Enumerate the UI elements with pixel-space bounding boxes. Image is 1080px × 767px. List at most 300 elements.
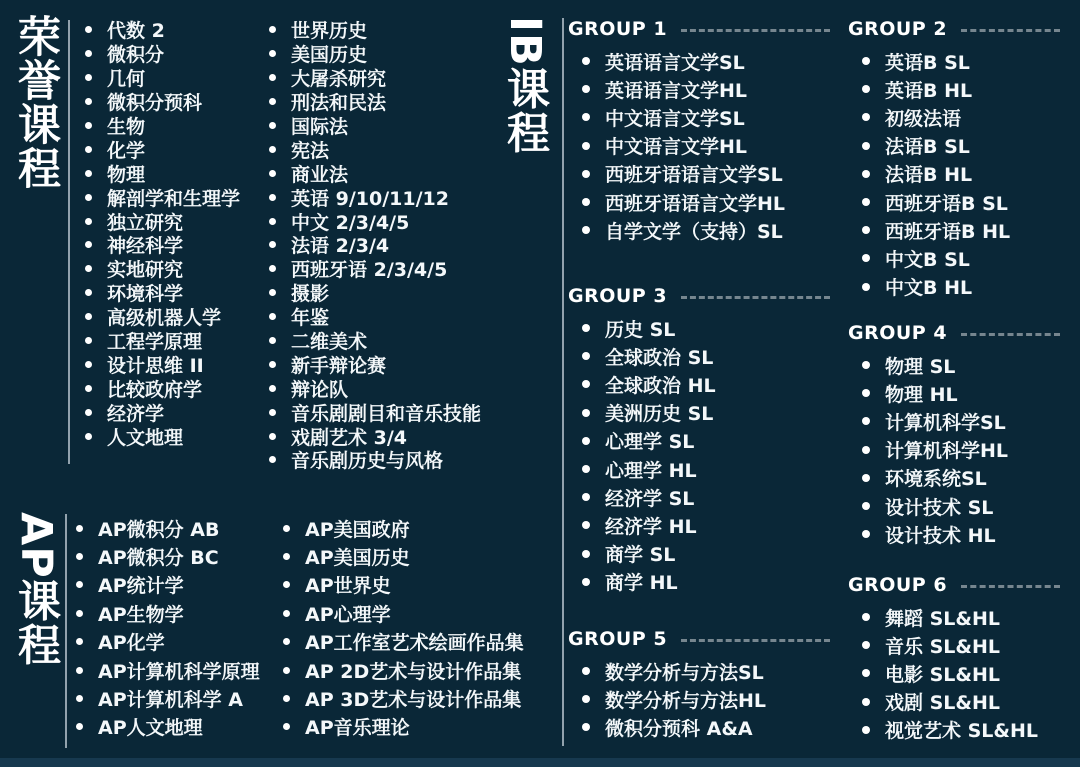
course-list-item: [269, 329, 481, 353]
course-label: 商业法: [291, 163, 349, 186]
course-list-item: [862, 75, 1062, 103]
course-list-item: [862, 520, 1062, 548]
course-label: 自学文学（支持）SL: [605, 220, 783, 243]
ib-group-5-label: GROUP 5: [568, 628, 668, 650]
bullet-icon: [85, 122, 92, 129]
bullet-icon: [85, 170, 92, 177]
bullet-icon: [582, 723, 590, 731]
ib-group-2: [848, 18, 1062, 301]
course-label: 代数 2: [107, 20, 165, 43]
bullet-icon: [269, 313, 276, 320]
course-label: 设计思维 II: [107, 354, 204, 377]
course-label: 西班牙语语言文学SL: [605, 164, 783, 187]
bullet-icon: [85, 74, 92, 81]
bullet-icon: [85, 50, 92, 57]
course-list-item: [76, 599, 260, 627]
course-label: 法语 2/3/4: [291, 235, 390, 258]
course-list-item: [862, 716, 1062, 744]
bullet-icon: [269, 241, 276, 248]
bullet-icon: [269, 433, 276, 440]
course-label: 视觉艺术 SL&HL: [885, 720, 1038, 743]
honors-section-title: 荣誉课程: [11, 14, 61, 190]
course-label: AP 2D艺术与设计作品集: [305, 660, 522, 683]
course-list-item: [862, 407, 1062, 435]
course-list-item: [269, 281, 481, 305]
course-list-item: [85, 18, 240, 42]
bullet-icon: [283, 525, 290, 532]
bullet-icon: [582, 198, 590, 206]
course-list-item: [85, 114, 240, 138]
bullet-icon: [862, 474, 870, 482]
course-list-item: [582, 216, 832, 244]
course-label: 商学 HL: [605, 572, 678, 595]
bullet-icon: [862, 283, 870, 291]
course-list-item: [283, 628, 524, 656]
bullet-icon: [582, 142, 590, 150]
course-label: 戏剧 SL&HL: [885, 692, 1000, 715]
bullet-icon: [283, 638, 290, 645]
course-label: 物理: [107, 163, 146, 186]
dashed-rule: [961, 585, 1060, 588]
bullet-icon: [76, 667, 83, 674]
ib-group-5-list: [568, 657, 832, 742]
course-list-item: [283, 599, 524, 627]
course-label: 心理学 HL: [605, 459, 697, 482]
honors-course-list-col2: [269, 18, 481, 472]
course-list-item: [85, 400, 240, 424]
course-label: 历史 SL: [605, 318, 676, 341]
bullet-icon: [862, 641, 870, 649]
course-label: 音乐剧剧目和音乐技能: [291, 402, 482, 425]
course-label: 年鉴: [291, 307, 330, 330]
bullet-icon: [85, 218, 92, 225]
course-list-item: [85, 233, 240, 257]
course-list-item: [85, 209, 240, 233]
course-list-item: [862, 103, 1062, 131]
course-list-item: [269, 18, 481, 42]
course-label: 商学 SL: [605, 544, 676, 567]
course-list-item: [862, 659, 1062, 687]
course-label: 心理学 SL: [605, 431, 695, 454]
course-list-item: [862, 160, 1062, 188]
course-label: 初级法语: [885, 107, 962, 130]
course-label: 微积分: [107, 44, 165, 67]
bullet-icon: [269, 409, 276, 416]
bullet-icon: [862, 113, 870, 121]
course-list-item: [862, 688, 1062, 716]
course-label: 戏剧艺术 3/4: [291, 426, 407, 449]
bullet-icon: [582, 226, 590, 234]
bullet-icon: [85, 409, 92, 416]
ib-group-3: [568, 285, 832, 596]
bullet-icon: [85, 385, 92, 392]
course-label: 西班牙语 2/3/4/5: [291, 259, 448, 282]
bullet-icon: [862, 613, 870, 621]
course-label: 大屠杀研究: [291, 68, 387, 91]
ib-group-6-label: GROUP 6: [848, 574, 948, 596]
bullet-icon: [582, 493, 590, 501]
course-label: AP美国历史: [305, 547, 410, 570]
ib-group-6: [848, 574, 1062, 744]
course-label: 数学分析与方法HL: [605, 689, 767, 712]
bullet-icon: [85, 361, 92, 368]
bullet-icon: [582, 578, 590, 586]
course-label: AP人文地理: [98, 717, 203, 740]
course-list-item: [269, 42, 481, 66]
course-label: 美国历史: [291, 44, 368, 67]
course-label: 独立研究: [107, 211, 184, 234]
bullet-icon: [283, 695, 290, 702]
course-list-item: [582, 103, 832, 131]
course-list-item: [582, 540, 832, 568]
ap-divider: [65, 514, 67, 748]
course-label: 设计技术 HL: [885, 524, 996, 547]
course-list-item: [862, 631, 1062, 659]
course-label: AP 3D艺术与设计作品集: [305, 689, 522, 712]
bullet-icon: [862, 57, 870, 65]
course-list-item: [582, 657, 832, 685]
course-label: AP音乐理论: [305, 717, 410, 740]
ib-group-3-label: GROUP 3: [568, 285, 668, 307]
course-label: 计算机科学SL: [885, 411, 1006, 434]
course-label: 神经科学: [107, 235, 184, 258]
course-label: 西班牙语B HL: [885, 220, 1011, 243]
course-label: 环境系统SL: [885, 468, 987, 491]
course-label: 人文地理: [107, 426, 184, 449]
bullet-icon: [85, 98, 92, 105]
course-list-item: [269, 90, 481, 114]
bullet-icon: [582, 667, 590, 675]
course-list-item: [862, 47, 1062, 75]
bullet-icon: [582, 521, 590, 529]
bullet-icon: [269, 337, 276, 344]
course-label: 美洲历史 SL: [605, 403, 714, 426]
course-label: 电影 SL&HL: [885, 663, 1000, 686]
course-label: 音乐剧历史与风格: [291, 450, 444, 473]
course-label: AP工作室艺术绘画作品集: [305, 632, 524, 655]
bullet-icon: [85, 194, 92, 201]
course-list-item: [269, 448, 481, 472]
course-list-item: [582, 455, 832, 483]
course-list-item: [582, 399, 832, 427]
course-label: 经济学 HL: [605, 515, 697, 538]
course-list-item: [269, 305, 481, 329]
bullet-icon: [862, 254, 870, 262]
bullet-icon: [862, 669, 870, 677]
ap-course-list-col1: [76, 514, 260, 741]
course-list-item: [283, 713, 524, 741]
ib-group-5: [568, 628, 832, 742]
bullet-icon: [85, 26, 92, 33]
course-list-item: [862, 351, 1062, 379]
course-label: 数学分析与方法SL: [605, 661, 764, 684]
course-list-item: [269, 424, 481, 448]
bullet-icon: [283, 723, 290, 730]
course-list-item: [862, 492, 1062, 520]
course-label: 微积分预科 A&A: [605, 717, 753, 740]
course-list-item: [85, 42, 240, 66]
bullet-icon: [862, 502, 870, 510]
course-list-item: [582, 47, 832, 75]
dashed-rule: [681, 296, 830, 299]
course-list-item: [862, 244, 1062, 272]
ib-group-4-label: GROUP 4: [848, 322, 948, 344]
course-list-item: [269, 66, 481, 90]
course-list-item: [582, 713, 832, 741]
bullet-icon: [85, 265, 92, 272]
course-label: AP计算机科学原理: [98, 660, 260, 683]
course-label: 西班牙语语言文学HL: [605, 192, 786, 215]
bullet-icon: [85, 433, 92, 440]
bullet-icon: [76, 553, 83, 560]
bullet-icon: [283, 667, 290, 674]
course-label: 计算机科学HL: [885, 440, 1009, 463]
course-label: 比较政府学: [107, 378, 203, 401]
bullet-icon: [862, 170, 870, 178]
course-label: AP世界史: [305, 575, 391, 598]
bullet-icon: [582, 170, 590, 178]
course-label: 环境科学: [107, 283, 184, 306]
course-list-item: [85, 305, 240, 329]
bullet-icon: [76, 638, 83, 645]
bullet-icon: [85, 313, 92, 320]
course-label: 物理 SL: [885, 355, 956, 378]
ib-group-6-header: [848, 574, 1062, 596]
bullet-icon: [85, 289, 92, 296]
course-list-item: [85, 66, 240, 90]
course-list-item: [269, 161, 481, 185]
bullet-icon: [76, 581, 83, 588]
bullet-icon: [283, 610, 290, 617]
course-label: 几何: [107, 68, 146, 91]
course-label: 二维美术: [291, 331, 368, 354]
course-label: 法语B HL: [885, 164, 973, 187]
bullet-icon: [76, 525, 83, 532]
course-label: 英语 9/10/11/12: [291, 187, 449, 210]
ib-group-1-header: [568, 18, 832, 40]
bullet-icon: [269, 146, 276, 153]
ib-group-4: [848, 322, 1062, 548]
ib-group-2-header: [848, 18, 1062, 40]
course-list-item: [862, 603, 1062, 631]
bullet-icon: [582, 85, 590, 93]
ib-group-3-header: [568, 285, 832, 307]
course-label: 世界历史: [291, 20, 368, 43]
course-label: 摄影: [291, 283, 330, 306]
course-list-item: [283, 542, 524, 570]
course-list-item: [862, 216, 1062, 244]
course-label: 解剖学和生理学: [107, 187, 241, 210]
course-label: 工程学原理: [107, 331, 203, 354]
ib-group-4-header: [848, 322, 1062, 344]
bullet-icon: [582, 695, 590, 703]
bullet-icon: [582, 409, 590, 417]
course-label: 全球政治 SL: [605, 346, 714, 369]
course-label: 实地研究: [107, 259, 184, 282]
bullet-icon: [862, 530, 870, 538]
course-list-item: [76, 542, 260, 570]
course-list-item: [85, 281, 240, 305]
course-list-item: [76, 684, 260, 712]
bullet-icon: [85, 146, 92, 153]
course-label: 中文语言文学SL: [605, 107, 745, 130]
ib-group-5-header: [568, 628, 832, 650]
bottom-accent-bar: [0, 758, 1080, 767]
course-label: 设计技术 SL: [885, 496, 994, 519]
course-label: AP生物学: [98, 603, 184, 626]
course-label: 英语语言文学SL: [605, 51, 745, 74]
course-label: 国际法: [291, 116, 349, 139]
course-list-item: [76, 656, 260, 684]
dashed-rule: [961, 333, 1060, 336]
course-list-item: [76, 628, 260, 656]
course-list-item: [269, 209, 481, 233]
course-list-item: [269, 114, 481, 138]
bullet-icon: [582, 437, 590, 445]
course-list-item: [269, 376, 481, 400]
course-label: 中文B SL: [885, 248, 970, 271]
dashed-rule: [681, 29, 830, 32]
course-list-item: [862, 132, 1062, 160]
course-list-item: [862, 464, 1062, 492]
course-label: 经济学 SL: [605, 487, 695, 510]
ap-course-list-col2: [283, 514, 524, 741]
bullet-icon: [582, 380, 590, 388]
course-label: 中文语言文学HL: [605, 136, 748, 159]
course-label: 生物: [107, 116, 146, 139]
bullet-icon: [76, 695, 83, 702]
ib-group-1-list: [568, 47, 832, 244]
bullet-icon: [269, 361, 276, 368]
course-label: AP微积分 AB: [98, 518, 220, 541]
course-label: 宪法: [291, 139, 330, 162]
course-list-item: [283, 684, 524, 712]
bullet-icon: [862, 226, 870, 234]
course-list-item: [582, 685, 832, 713]
course-label: 经济学: [107, 402, 165, 425]
course-label: AP美国政府: [305, 518, 410, 541]
course-label: 新手辩论赛: [291, 354, 387, 377]
course-label: 舞蹈 SL&HL: [885, 607, 1000, 630]
course-list-item: [283, 656, 524, 684]
course-list-item: [862, 379, 1062, 407]
course-list-item: [269, 400, 481, 424]
course-label: 法语B SL: [885, 136, 970, 159]
bullet-icon: [269, 456, 276, 463]
course-list-item: [85, 137, 240, 161]
honors-divider: [68, 20, 70, 464]
bullet-icon: [862, 85, 870, 93]
course-list-item: [85, 90, 240, 114]
course-list-item: [85, 329, 240, 353]
bullet-icon: [269, 122, 276, 129]
bullet-icon: [269, 218, 276, 225]
bullet-icon: [862, 446, 870, 454]
course-list-item: [582, 188, 832, 216]
bullet-icon: [582, 550, 590, 558]
course-label: 全球政治 HL: [605, 374, 716, 397]
ib-section-title: IB课程: [500, 16, 550, 155]
course-label: 高级机器人学: [107, 307, 222, 330]
course-label: 中文B HL: [885, 277, 973, 300]
course-label: 化学: [107, 139, 146, 162]
course-label: AP化学: [98, 632, 165, 655]
bullet-icon: [283, 581, 290, 588]
honors-course-list-col1: [85, 18, 240, 448]
course-label: 辩论队: [291, 378, 349, 401]
bullet-icon: [283, 553, 290, 560]
bullet-icon: [269, 74, 276, 81]
bullet-icon: [269, 50, 276, 57]
course-label: 英语B HL: [885, 79, 973, 102]
course-list-item: [269, 185, 481, 209]
course-list-item: [862, 273, 1062, 301]
bullet-icon: [85, 241, 92, 248]
course-list-item: [582, 427, 832, 455]
course-list-item: [85, 161, 240, 185]
ib-group-1: [568, 18, 832, 244]
bullet-icon: [582, 324, 590, 332]
course-list-item: [269, 233, 481, 257]
course-label: 英语B SL: [885, 51, 970, 74]
ib-group-3-list: [568, 314, 832, 596]
bullet-icon: [582, 57, 590, 65]
bullet-icon: [269, 26, 276, 33]
ap-section-title: AP课程: [11, 512, 61, 667]
bullet-icon: [269, 98, 276, 105]
course-label: 中文 2/3/4/5: [291, 211, 410, 234]
ib-divider: [562, 18, 564, 746]
bullet-icon: [862, 198, 870, 206]
ib-group-1-label: GROUP 1: [568, 18, 668, 40]
bullet-icon: [269, 170, 276, 177]
dashed-rule: [681, 639, 830, 642]
course-list-item: [582, 314, 832, 342]
bullet-icon: [76, 723, 83, 730]
bullet-icon: [862, 698, 870, 706]
bullet-icon: [582, 352, 590, 360]
ib-group-2-list: [848, 47, 1062, 301]
ib-group-6-list: [848, 603, 1062, 744]
course-list-item: [582, 132, 832, 160]
course-list-item: [862, 188, 1062, 216]
course-list-item: [582, 483, 832, 511]
course-label: 音乐 SL&HL: [885, 635, 1000, 658]
course-label: 西班牙语B SL: [885, 192, 1008, 215]
course-list-item: [582, 75, 832, 103]
course-label: 微积分预科: [107, 92, 203, 115]
course-list-item: [582, 568, 832, 596]
course-list-item: [85, 352, 240, 376]
bullet-icon: [862, 142, 870, 150]
course-list-item: [582, 160, 832, 188]
course-list-item: [862, 436, 1062, 464]
bullet-icon: [269, 194, 276, 201]
bullet-icon: [269, 385, 276, 392]
course-list-item: [269, 352, 481, 376]
course-list-item: [76, 514, 260, 542]
ib-group-4-list: [848, 351, 1062, 548]
bullet-icon: [582, 113, 590, 121]
course-list-item: [85, 376, 240, 400]
course-list-item: [85, 185, 240, 209]
course-list-item: [85, 424, 240, 448]
bullet-icon: [862, 389, 870, 397]
bullet-icon: [862, 361, 870, 369]
bullet-icon: [76, 610, 83, 617]
course-list-item: [76, 571, 260, 599]
dashed-rule: [961, 29, 1060, 32]
